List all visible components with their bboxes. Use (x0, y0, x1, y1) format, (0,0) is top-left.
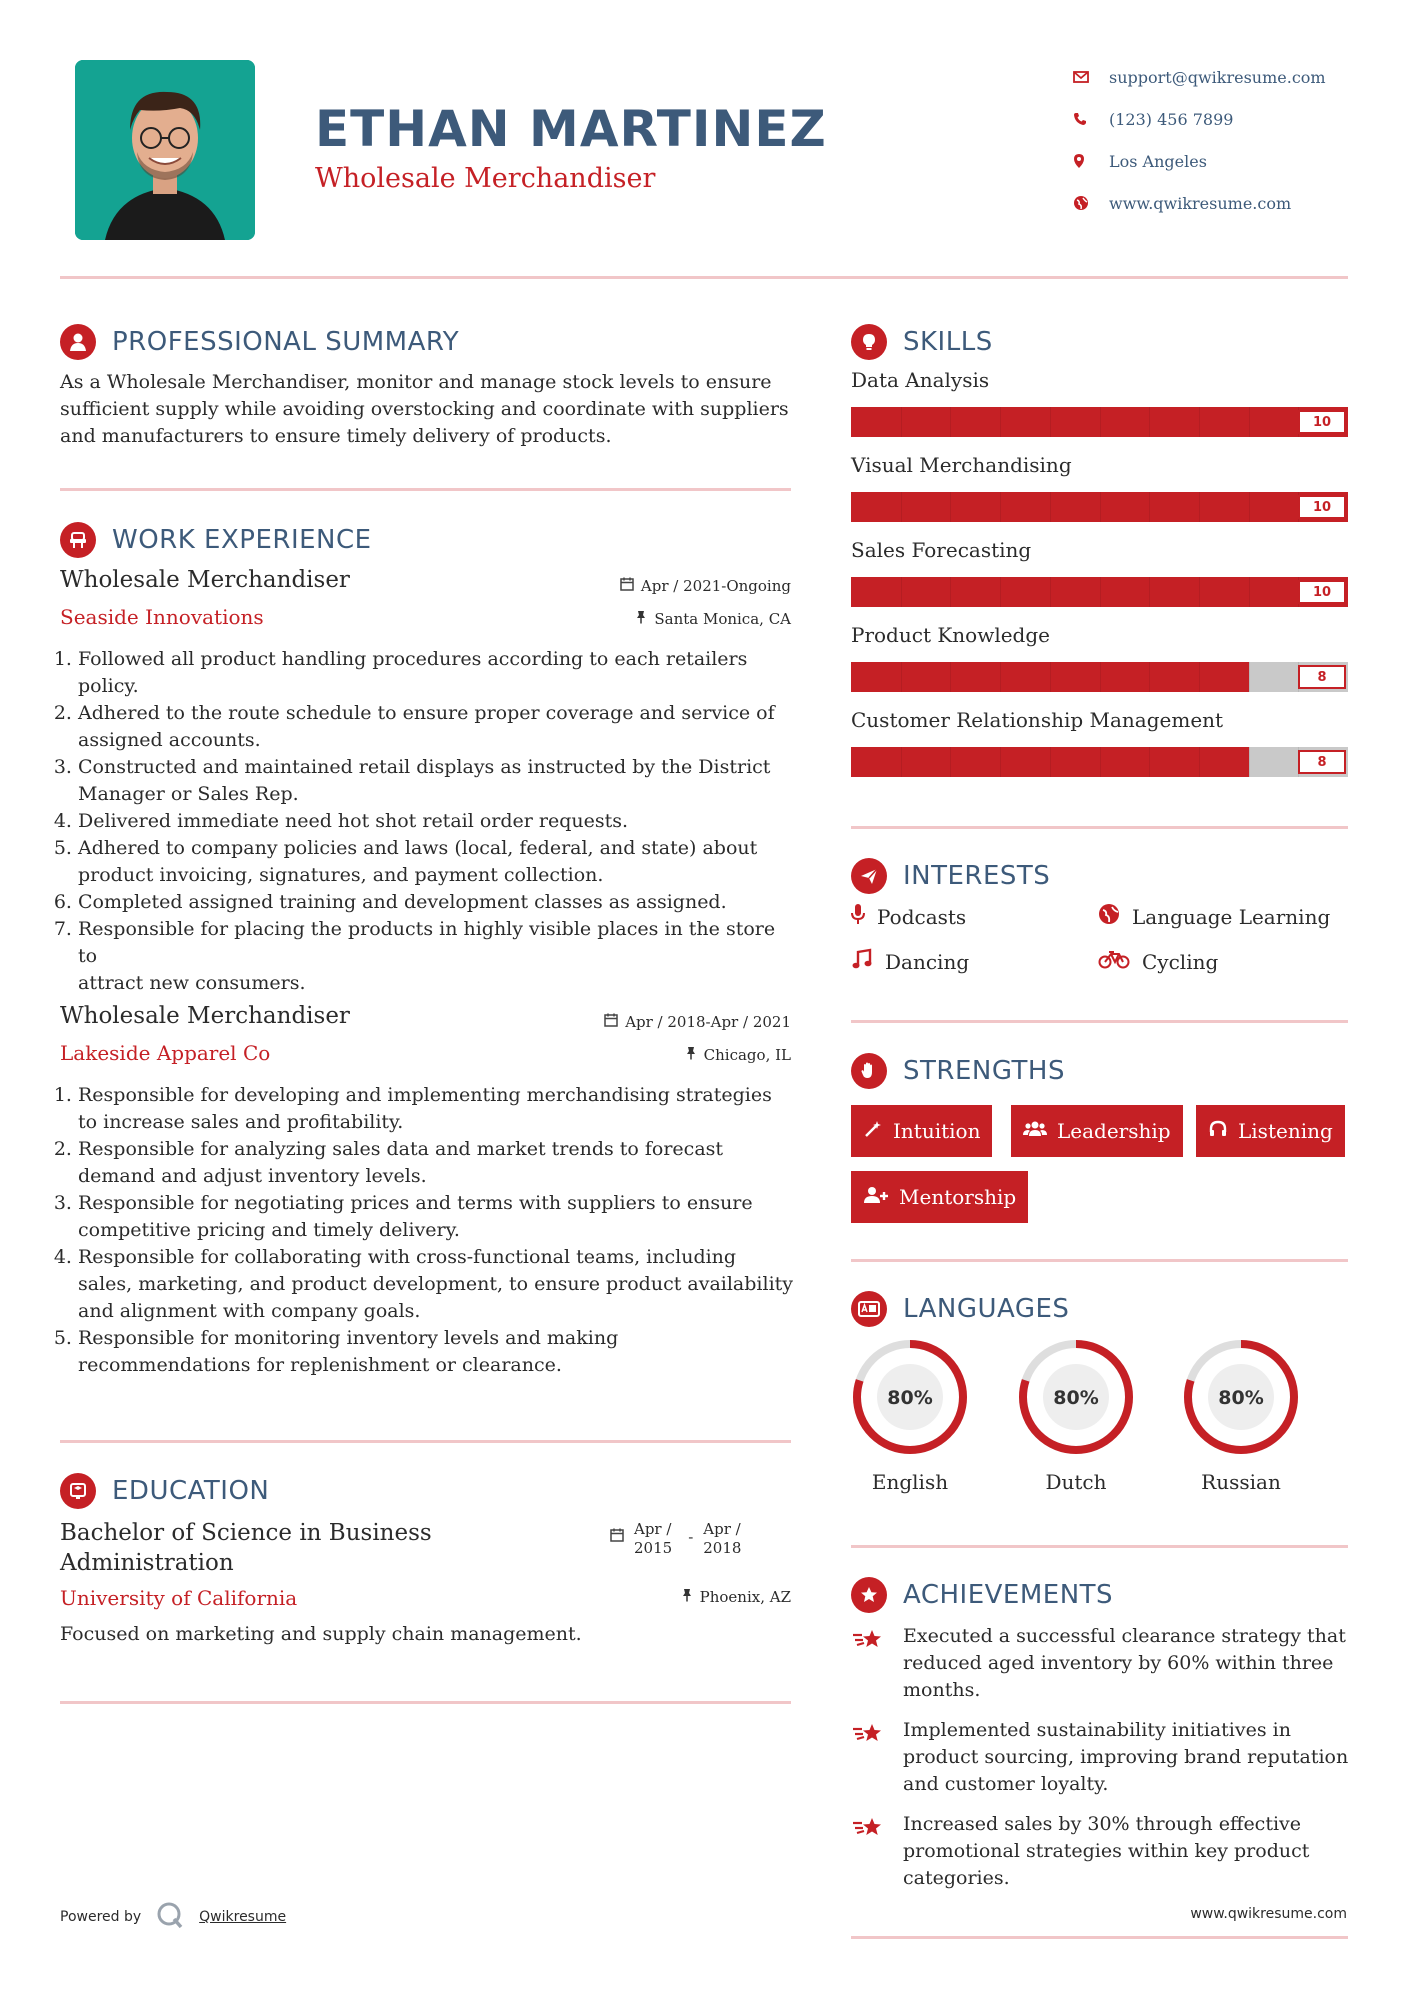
education-description: Focused on marketing and supply chain management. (60, 1623, 582, 1645)
skill-bar-segment (950, 747, 951, 777)
briefcase-icon (60, 522, 96, 558)
education-divider (60, 1701, 791, 1704)
header-divider (60, 276, 1348, 279)
skill-bar-segment (1000, 577, 1001, 607)
contact-block (1073, 56, 1326, 224)
skill-level-bar (851, 747, 1348, 777)
job-title: Wholesale Merchandiser (60, 567, 350, 593)
school-name: University of California (60, 1586, 298, 1610)
skill-bar-segment (1100, 662, 1101, 692)
user-plus-icon (863, 1185, 889, 1210)
music-note-icon (851, 948, 873, 975)
qwikresume-link[interactable]: Qwikresume (199, 1909, 287, 1925)
list-item: 4. Responsible for collaborating with cross-functional teams, including sales, marketing, and product development, to ensure product availability and alignment with company goals. (78, 1244, 800, 1325)
achievement-item: Increased sales by 30% through effective promotional strategies within key product categories. (851, 1811, 1351, 1892)
list-item: 4. Delivered immediate need hot shot retail order requests. (78, 808, 800, 835)
interest-item: Dancing (851, 948, 969, 975)
list-item: 6. Completed assigned training and development classes as assigned. (78, 889, 800, 916)
language-name: Dutch (1045, 1470, 1107, 1494)
skill-name: Visual Merchandising (851, 453, 1072, 477)
skill-bar-segment (1050, 662, 1051, 692)
education-location: Phoenix, AZ (681, 1588, 791, 1606)
skill-bar-segment (1100, 407, 1101, 437)
skill-bar-segment (1000, 662, 1001, 692)
skill-level-value: 8 (1298, 750, 1346, 774)
language-percent: 80% (887, 1387, 933, 1409)
skill-bar-segment (1000, 492, 1001, 522)
skill-level-value: 10 (1298, 580, 1346, 604)
job-duties-list (60, 1082, 800, 1379)
strength-intuition: Intuition (851, 1105, 992, 1157)
pushpin-icon (685, 1046, 697, 1064)
skill-name: Data Analysis (851, 368, 990, 392)
profile-photo (75, 60, 255, 240)
section-summary-heading: PROFESSIONAL SUMMARY (60, 324, 459, 360)
skill-bar-segment (1000, 407, 1001, 437)
language-name: English (871, 1470, 949, 1494)
summary-text: As a Wholesale Merchandiser, monitor and manage stock levels to ensure sufficient supply while avoiding overstocking and coordinate with suppliers and manufacturers to ensure timely delivery of products. (60, 371, 789, 447)
skill-bar-segment (1149, 407, 1150, 437)
section-interests-heading: INTERESTS (851, 858, 1050, 894)
skill-bar-segment (901, 492, 902, 522)
section-languages-heading: LANGUAGES (851, 1291, 1069, 1327)
bicycle-icon (1098, 948, 1130, 975)
language-proficiency-ring (1180, 1336, 1302, 1458)
skill-level-value: 8 (1298, 665, 1346, 689)
skill-bar-segment (1000, 747, 1001, 777)
job-date: Apr / 2021-Ongoing (620, 577, 791, 595)
magic-wand-icon (863, 1119, 883, 1144)
list-item: 5. Responsible for monitoring inventory levels and making recommendations for replenishment or clearance. (78, 1325, 800, 1379)
list-item: 5. Adhered to company policies and laws (local, federal, and state) about product invoicing, signatures, and payment collection. (78, 835, 800, 889)
avatar (75, 60, 255, 240)
language-icon (851, 1291, 887, 1327)
contact-website[interactable]: www.qwikresume.com (1073, 182, 1326, 224)
skill-bar-segment (1249, 407, 1250, 437)
skill-bar-segment (1249, 577, 1250, 607)
calendar-icon (620, 577, 634, 595)
language-proficiency-ring (849, 1336, 971, 1458)
education-dates: Apr / 2015 - Apr / 2018 (610, 1520, 741, 1558)
job-location: Chicago, IL (685, 1046, 791, 1064)
paper-plane-icon (851, 858, 887, 894)
lightbulb-icon (851, 324, 887, 360)
phone-icon (1073, 112, 1109, 126)
achievements-divider (851, 1936, 1348, 1939)
interest-item: Podcasts (851, 903, 966, 930)
skill-bar-segment (1199, 492, 1200, 522)
list-item: 2. Adhered to the route schedule to ensure proper coverage and service of assigned accounts. (78, 700, 800, 754)
skill-bar-segment (1249, 747, 1250, 777)
list-item: 3. Responsible for negotiating prices and terms with suppliers to ensure competitive pricing and timely delivery. (78, 1190, 800, 1244)
users-icon (1023, 1119, 1047, 1144)
candidate-title: Wholesale Merchandiser (315, 163, 656, 194)
skill-level-value: 10 (1298, 495, 1346, 519)
skill-bar-segment (901, 407, 902, 437)
skill-bar-segment (901, 577, 902, 607)
skill-bar-segment (1050, 747, 1051, 777)
skill-bar-segment (1149, 492, 1150, 522)
interest-item: Language Learning (1098, 903, 1330, 930)
achievement-item: Executed a successful clearance strategy that reduced aged inventory by 60% within three months. (851, 1623, 1351, 1704)
section-education-heading: EDUCATION (60, 1473, 269, 1509)
skill-bar-segment (1149, 747, 1150, 777)
list-item: 1. Followed all product handling procedures according to each retailers policy. (78, 646, 800, 700)
skill-bar-segment (950, 662, 951, 692)
language-proficiency-ring (1015, 1336, 1137, 1458)
graduation-icon (60, 1473, 96, 1509)
contact-location: Los Angeles (1073, 140, 1326, 182)
experience-divider (60, 1440, 791, 1443)
summary-divider (60, 488, 791, 491)
contact-phone[interactable]: (123) 456 7899 (1073, 98, 1326, 140)
job-location: Santa Monica, CA (635, 610, 791, 628)
list-item: 1. Responsible for developing and implementing merchandising strategies to increase sales and profitability. (78, 1082, 800, 1136)
language-percent: 80% (1218, 1387, 1264, 1409)
job-company: Seaside Innovations (60, 605, 264, 629)
skill-bar-segment (1199, 407, 1200, 437)
skills-divider (851, 826, 1348, 829)
user-icon (60, 324, 96, 360)
skill-bar-segment (950, 492, 951, 522)
star-badge-icon (851, 1577, 887, 1613)
section-experience-heading: WORK EXPERIENCE (60, 522, 372, 558)
strength-listening: Listening (1196, 1105, 1345, 1157)
interest-item: Cycling (1098, 948, 1218, 975)
skill-name: Sales Forecasting (851, 538, 1032, 562)
microphone-icon (851, 903, 865, 930)
section-skills-heading: SKILLS (851, 324, 993, 360)
skill-bar-segment (1249, 492, 1250, 522)
footer-website[interactable]: www.qwikresume.com (1190, 1906, 1347, 1922)
skill-level-bar (851, 407, 1348, 437)
skill-bar-segment (1149, 662, 1150, 692)
calendar-icon (604, 1013, 618, 1031)
skill-level-bar (851, 662, 1348, 692)
skill-bar-segment (950, 577, 951, 607)
pushpin-icon (635, 610, 647, 628)
languages-divider (851, 1545, 1348, 1548)
skill-bar-segment (1249, 662, 1250, 692)
skill-bar-segment (1199, 662, 1200, 692)
shooting-star-icon (851, 1717, 887, 1798)
job-company: Lakeside Apparel Co (60, 1041, 271, 1065)
list-item: 2. Responsible for analyzing sales data and market trends to forecast demand and adjust inventory levels. (78, 1136, 800, 1190)
language-name: Russian (1201, 1470, 1281, 1494)
list-item: 3. Constructed and maintained retail displays as instructed by the District Manager or Sales Rep. (78, 754, 800, 808)
section-strengths-heading: STRENGTHS (851, 1053, 1065, 1089)
hand-icon (851, 1053, 887, 1089)
skill-level-value: 10 (1298, 410, 1346, 434)
contact-email[interactable]: support@qwikresume.com (1073, 56, 1326, 98)
headphones-icon (1208, 1119, 1228, 1144)
strengths-divider (851, 1259, 1348, 1262)
location-pin-icon (1073, 153, 1109, 169)
language-percent: 80% (1053, 1387, 1099, 1409)
skill-bar-segment (1050, 407, 1051, 437)
achievement-item: Implemented sustainability initiatives in product sourcing, improving brand reputation and customer loyalty. (851, 1717, 1351, 1798)
skill-level-bar (851, 577, 1348, 607)
skill-bar-segment (901, 747, 902, 777)
skill-name: Customer Relationship Management (851, 708, 1224, 732)
footer-powered-by: Powered by Qwikresume (60, 1900, 286, 1934)
skill-bar-segment (1199, 747, 1200, 777)
skill-bar-segment (1100, 747, 1101, 777)
interests-divider (851, 1020, 1348, 1023)
skill-bar-segment (1100, 577, 1101, 607)
skill-bar-segment (1050, 577, 1051, 607)
envelope-icon (1073, 71, 1109, 83)
calendar-icon (610, 1520, 624, 1546)
job-duties-list (60, 646, 800, 997)
globe-icon (1073, 195, 1109, 211)
strength-leadership: Leadership (1011, 1105, 1183, 1157)
pushpin-icon (681, 1588, 693, 1606)
skill-bar-segment (901, 662, 902, 692)
skill-bar-segment (1100, 492, 1101, 522)
skill-bar-segment (1050, 492, 1051, 522)
skill-bar-segment (950, 407, 951, 437)
skill-name: Product Knowledge (851, 623, 1050, 647)
skill-level-bar (851, 492, 1348, 522)
shooting-star-icon (851, 1811, 887, 1892)
strength-mentorship: Mentorship (851, 1171, 1028, 1223)
section-achievements-heading: ACHIEVEMENTS (851, 1577, 1113, 1613)
job-date: Apr / 2018-Apr / 2021 (604, 1013, 791, 1031)
list-item: 7. Responsible for placing the products in highly visible places in the store to attract new consumers. (78, 916, 800, 997)
skill-bar-segment (1149, 577, 1150, 607)
globe-icon (1098, 903, 1120, 930)
shooting-star-icon (851, 1623, 887, 1704)
degree-title: Bachelor of Science in Business Administration (60, 1520, 432, 1576)
job-title: Wholesale Merchandiser (60, 1003, 350, 1029)
candidate-name: ETHAN MARTINEZ (315, 100, 827, 158)
qwikresume-logo-icon (155, 1900, 185, 1934)
skill-bar-segment (1199, 577, 1200, 607)
